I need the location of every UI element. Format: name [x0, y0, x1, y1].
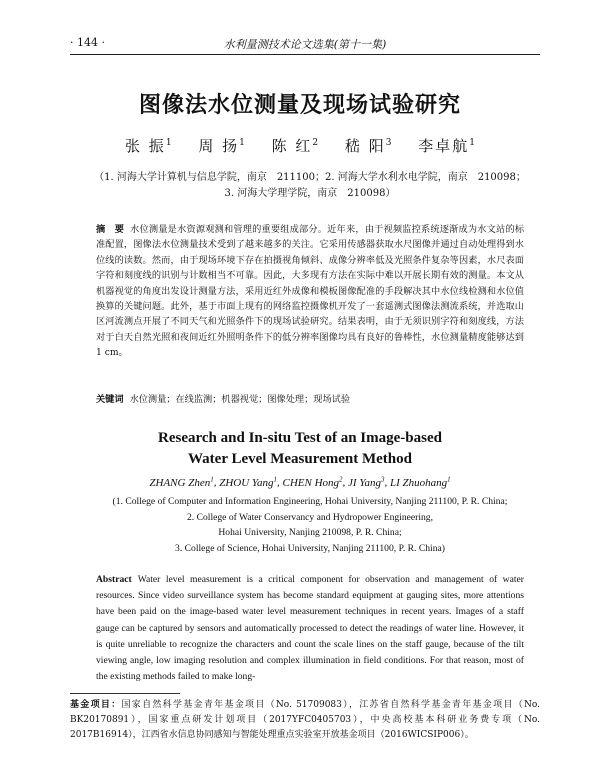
- chinese-keywords: [96, 392, 524, 407]
- footnote-text: 国家自然科学基金青年基金项目（No. 51709083），江苏省自然科学基金青年基金项目（No. BK20170891），国家重点研发计划项目（2017YFC0405703），中央高校基本科研业务费专项（No. 2017B16914），江西省水信息协同感知与智能处理重点实验室开放基金项目（2016WICSIP006）。: [70, 700, 540, 740]
- running-header: [70, 34, 540, 56]
- page-number: · 144 ·: [70, 36, 105, 49]
- chinese-abstract: [96, 222, 524, 361]
- affiliation-line: 3. 河海大学理学院，南京 210098）: [224, 188, 396, 199]
- author: JI Yang$^3$: [348, 475, 385, 489]
- english-title-line: Research and In-situ Test of an Image-based: [158, 430, 442, 446]
- chinese-authors: [0, 135, 600, 156]
- english-title-line: Water Level Measurement Method: [188, 451, 412, 467]
- author: ZHOU Yang$^1$: [219, 475, 278, 489]
- author: 嵇 阳$^3$: [344, 137, 392, 155]
- footnote-label: 基金项目：: [70, 700, 122, 710]
- keywords-label: 关键词: [96, 394, 124, 405]
- keywords-text: 水位测量；在线监测；机器视觉；图像处理；现场试验: [129, 394, 351, 405]
- author: ZHANG Zhen$^1$: [149, 475, 214, 489]
- affiliation-line: Hohai University, Nanjing 210098, P. R. China;: [218, 527, 402, 539]
- header-rule: [70, 54, 540, 55]
- footnote-rule: [70, 693, 180, 694]
- author: 陈 红$^2$: [271, 137, 319, 155]
- journal-title: 水利量测技术论文选集(第十一集): [223, 38, 387, 51]
- author: 李卓航$^1$: [418, 137, 475, 155]
- author: LI Zhuohang$^1$: [389, 475, 451, 489]
- affiliation-line: （1. 河海大学计算机与信息学院，南京 211100；2. 河海大学水利水电学院，南京 210098；: [94, 172, 526, 183]
- affiliation-line: (1. College of Computer and Information Engineering, Hohai University, Nanjing 211100, P. R. China;: [112, 496, 508, 507]
- author: 周 扬$^1$: [198, 137, 245, 155]
- english-abstract: [96, 572, 524, 685]
- english-title: [0, 428, 600, 470]
- english-authors: ZHANG Zhen$^1$, ZHOU Yang$^1$, CHEN Hong$^2$, JI Yang$^3$, LI Zhuohang$^1$: [149, 475, 451, 489]
- author: 张 振$^1$: [125, 137, 172, 155]
- abstract-label: Abstract: [96, 574, 132, 585]
- chinese-title: 图像法水位测量及现场试验研究: [138, 93, 461, 118]
- abstract-text: 水位测量是水资源观测和管理的重要组成部分。近年来，由于视频监控系统逐渐成为水文站的标准配置，图像法水位测量技术受到了越来越多的关注。它采用传感器获取水尺图像并通过自动处理得到水位线的读数。然而，由于现场环境下存在拍摄视角倾斜、成像分辨率低及光照条件复杂等因素，水尺表面字符和刻度线的识别与计数相当不可靠。因此，大多现有方法在实际中难以开展长期有效的测量。本文从机器视觉的角度出发设计测量方法，采用近红外成像和模板图像配准的手段解决其中水位线检测和水位值换算的关键问题。此外，基于市面上现有的网络监控摄像机开发了一套遥测式图像法测流系统，并选取山区河流测点开展了不同天气和光照条件下的现场试验研究。结果表明，由于无须识别字符和刻度线，方法对于白天自然光照和夜间近红外照明条件下的低分辨率图像均具有良好的鲁棒性，水位测量精度能够达到 1 cm。: [96, 224, 525, 359]
- funding-footnote: [70, 698, 540, 743]
- english-affiliations: [80, 494, 540, 556]
- author: CHEN Hong$^2$: [282, 475, 343, 489]
- abstract-label: 摘 要: [96, 224, 125, 235]
- affiliation-line: 2. College of Water Conservancy and Hydropower Engineering,: [186, 511, 434, 523]
- affiliation-line: 3. College of Science, Hohai University, Nanjing 211100, P. R. China): [175, 542, 445, 554]
- abstract-text: Water level measurement is a critical component for observation and management of water resources. Since video surveillance system has become standard equipment at gauging sites, more attentions have been paid on the image-based water level measurement techniques in recent years. Images of a staff gauge can be captured by sensors and automatically processed to detect the readings of water line. However, it is quite unreliable to recognize the characters and count the scale lines on the staff gauge, because of the tilt viewing angle, low imaging resolution and complex illumination in field conditions. For that reason, most of the existing methods failed to make long-: [96, 574, 524, 683]
- chinese-affiliations: [80, 170, 540, 202]
